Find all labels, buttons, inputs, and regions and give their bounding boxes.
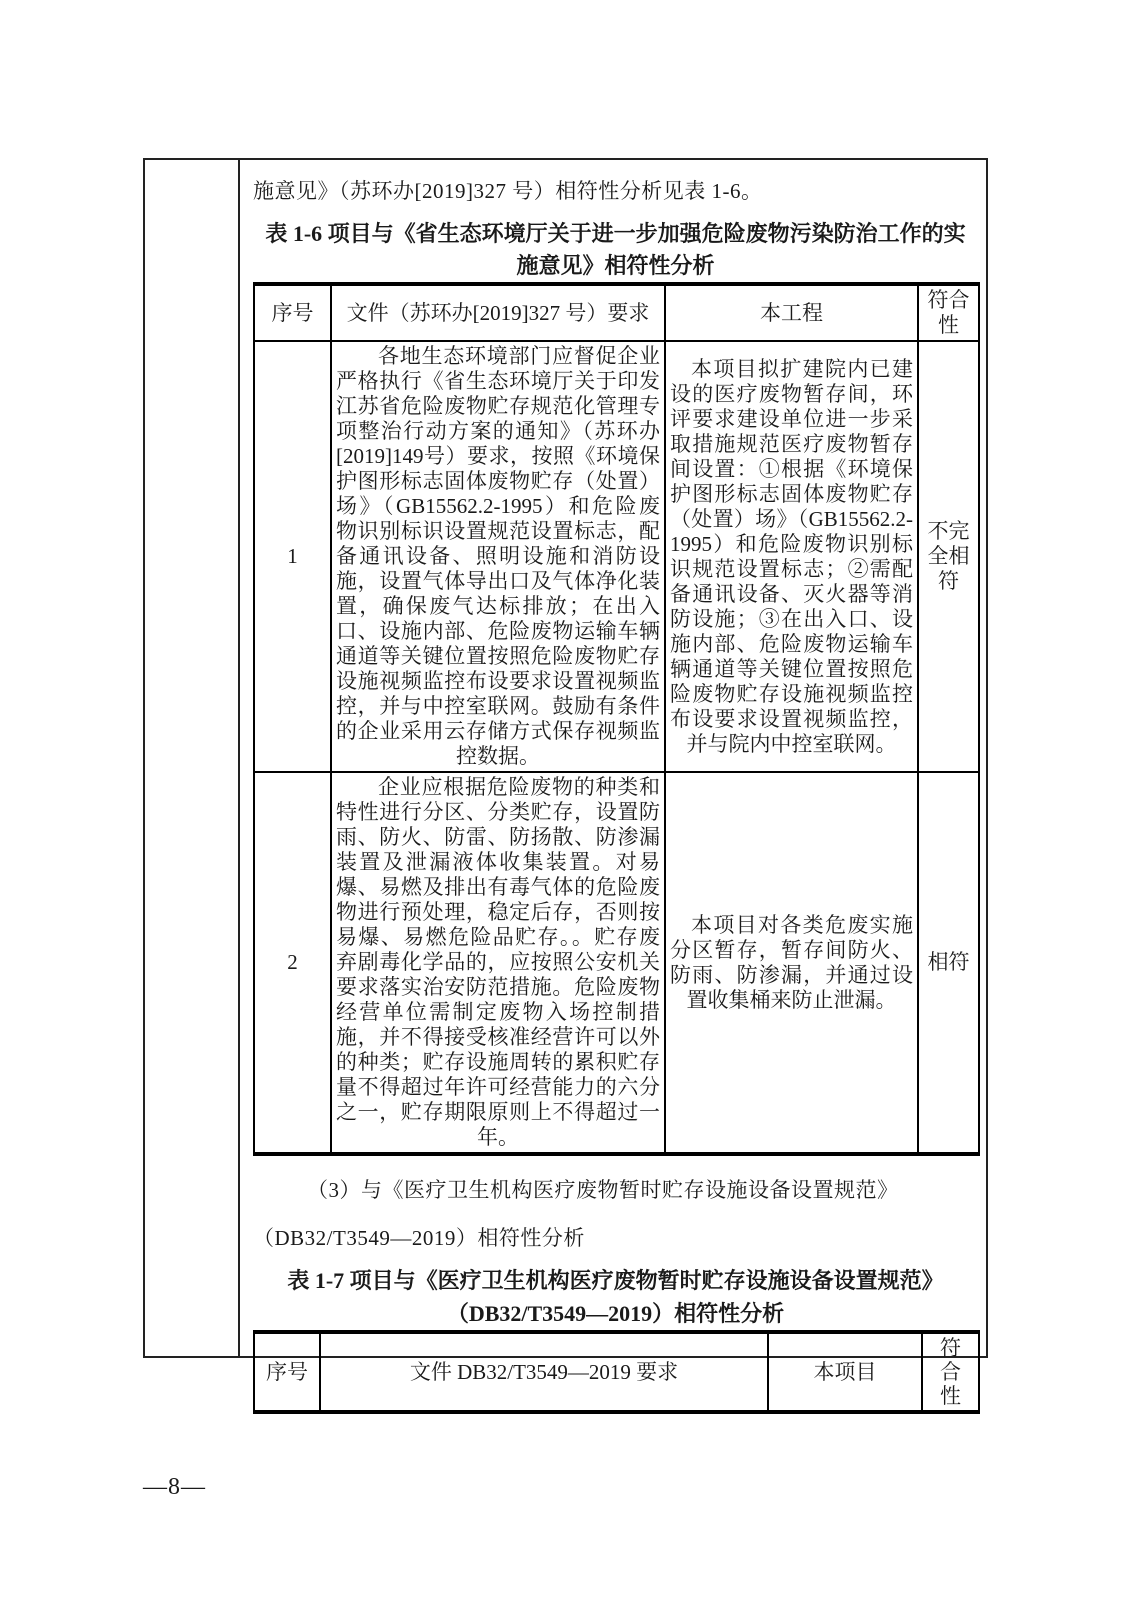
table16-title-line1: 表 1-6 项目与《省生态环境厅关于进一步加强危险废物污染防治工作的实 (265, 221, 966, 246)
section-3-line1: （3）与《医疗卫生机构医疗废物暂时贮存设施设备设置规范》 (307, 1178, 899, 1202)
table16-row-1 (254, 341, 979, 772)
table17-title-line1: 表 1-7 项目与《医疗卫生机构医疗废物暂时贮存设施设备设置规范》 (287, 1268, 944, 1293)
table16-row1-compliance: 不完全相符 (918, 341, 979, 772)
table17-header-row (254, 1332, 979, 1412)
table17-header-requirement: 文件 DB32/T3549—2019 要求 (320, 1332, 768, 1412)
table16-title (253, 218, 978, 282)
table16-header-row (254, 284, 979, 341)
table17-header-project: 本项目 (768, 1332, 922, 1412)
table16-row1-requirement: 各地生态环境部门应督促企业严格执行《省生态环境厅关于印发江苏省危险废物贮存规范化管理专项整治行动方案的通知》（苏环办[2019]149号）要求，按照《环境保护图形标志固体废物贮存（处置）场》（GB15562.2-1995）和危险废物识别标识设置规范设置标志，配备通讯设备、照明设施和消防设施，设置气体导出口及气体净化装置，确保废气达标排放；在出入口、设施内部、危险废物运输车辆通道等关键位置按照危险废物贮存设施视频监控布设要求设置视频监控，并与中控室联网。鼓励有条件的企业采用云存储方式保存视频监控数据。 (331, 341, 665, 772)
table-1-6 (253, 282, 980, 1156)
left-margin-column (145, 160, 240, 1356)
intro-paragraph: 施意见》（苏环办[2019]327 号）相符性分析见表 1-6。 (253, 179, 763, 203)
table17-title (253, 1264, 978, 1330)
table16-header-seq: 序号 (254, 284, 331, 341)
page-number: —8— (143, 1474, 206, 1500)
document-content (242, 160, 986, 1408)
table17-header-seq: 序号 (254, 1332, 320, 1412)
table17-header-compliance: 符合性 (922, 1332, 979, 1412)
table16-row1-seq: 1 (254, 341, 331, 772)
section-3-line2: （DB32/T3549—2019）相符性分析 (253, 1226, 585, 1250)
table16-row-2 (254, 772, 979, 1154)
document-frame (143, 158, 988, 1408)
table17-title-line2: （DB32/T3549—2019）相符性分析 (446, 1301, 785, 1326)
table16-row2-seq: 2 (254, 772, 331, 1154)
table16-header-project: 本工程 (665, 284, 918, 341)
table16-row2-project: 本项目对各类危废实施分区暂存，暂存间防火、防雨、防渗漏，并通过设置收集桶来防止泄漏。 (665, 772, 918, 1154)
table-1-7 (253, 1330, 980, 1414)
section-3-heading (253, 1166, 978, 1262)
table16-header-compliance: 符合性 (918, 284, 979, 341)
table16-row2-compliance: 相符 (918, 772, 979, 1154)
table16-row1-project: 本项目拟扩建院内已建设的医疗废物暂存间，环评要求建设单位进一步采取措施规范医疗废物暂存间设置：①根据《环境保护图形标志固体废物贮存（处置）场》（GB15562.2-1995）和危险废物识别标识规范设置标志；②需配备通讯设备、灭火器等消防设施；③在出入口、设施内部、危险废物运输车辆通道等关键位置按照危险废物贮存设施视频监控布设要求设置视频监控，并与院内中控室联网。 (665, 341, 918, 772)
table16-row2-requirement: 企业应根据危险废物的种类和特性进行分区、分类贮存，设置防雨、防火、防雷、防扬散、防渗漏装置及泄漏液体收集装置。对易爆、易燃及排出有毒气体的危险废物进行预处理，稳定后存，否则按易爆、易燃危险品贮存。。贮存废弃剧毒化学品的，应按照公安机关要求落实治安防范措施。危险废物经营单位需制定废物入场控制措施，并不得接受核准经营许可以外的种类；贮存设施周转的累积贮存量不得超过年许可经营能力的六分之一，贮存期限原则上不得超过一年。 (331, 772, 665, 1154)
table16-header-requirement: 文件（苏环办[2019]327 号）要求 (331, 284, 665, 341)
table16-title-line2: 施意见》相符性分析 (516, 253, 715, 278)
